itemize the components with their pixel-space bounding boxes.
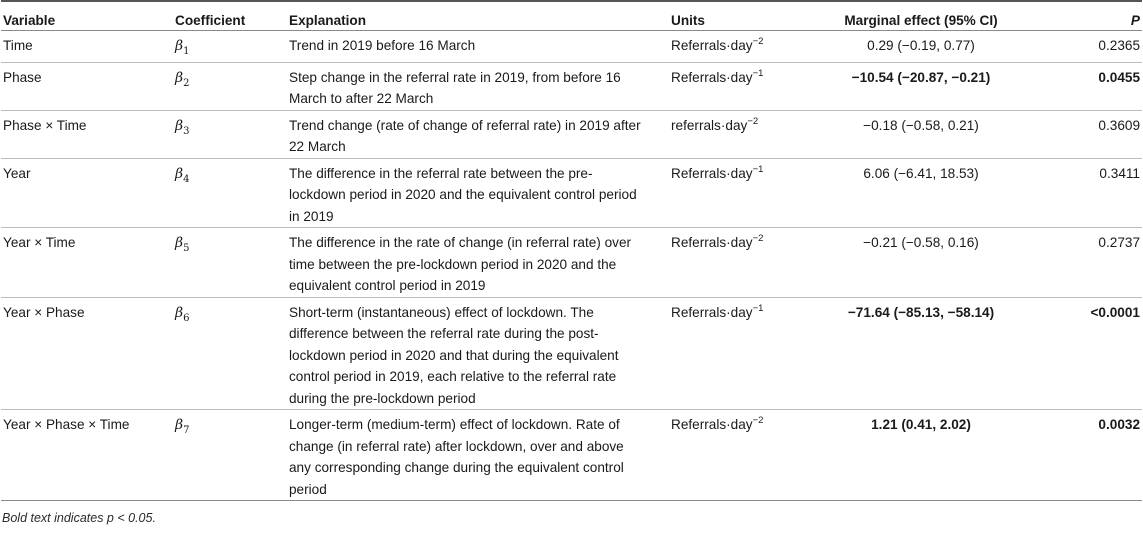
table-header xyxy=(1,1,1142,30)
header-units: Units xyxy=(671,1,821,30)
cell-variable: Year × Time xyxy=(3,235,76,251)
header-coefficient: Coefficient xyxy=(175,1,289,30)
units-exponent: −2 xyxy=(752,415,764,427)
units-exponent: −2 xyxy=(752,233,764,245)
header-explanation: Explanation xyxy=(289,1,671,30)
cell-variable: Year xyxy=(3,165,31,181)
table-row xyxy=(1,297,1142,410)
cell-p-value: 0.0455 xyxy=(1098,69,1140,85)
coef-subscript: 5 xyxy=(183,243,190,255)
cell-units xyxy=(671,410,821,501)
units-base: Referrals·day xyxy=(671,417,753,433)
coef-subscript: 3 xyxy=(183,125,190,137)
coef-symbol: β xyxy=(175,165,184,182)
table-body xyxy=(1,30,1142,501)
cell-marginal-effect: −71.64 (−85.13, −58.14) xyxy=(847,304,995,320)
coef-symbol: β xyxy=(175,37,184,54)
cell-units xyxy=(671,110,821,158)
cell-units xyxy=(671,297,821,410)
cell-coefficient xyxy=(175,410,289,501)
cell-marginal-effect: −0.18 (−0.58, 0.21) xyxy=(863,117,979,133)
table-row xyxy=(1,110,1142,158)
cell-p-value: <0.0001 xyxy=(1090,304,1140,320)
cell-explanation: The difference in the rate of change (in referral rate) over time between the pre-lockdown period in 2020 and the equivalent control period in 2019 xyxy=(289,235,632,294)
cell-units xyxy=(671,62,821,110)
cell-units xyxy=(671,228,821,298)
header-marginal-effect: Marginal effect (95% CI) xyxy=(821,1,1021,30)
table-row xyxy=(1,228,1142,298)
coef-subscript: 6 xyxy=(183,312,190,324)
table-row xyxy=(1,158,1142,228)
cell-units xyxy=(671,30,821,62)
cell-p-value: 0.3609 xyxy=(1098,117,1140,133)
cell-coefficient xyxy=(175,228,289,298)
coef-symbol: β xyxy=(175,235,184,252)
coef-subscript: 7 xyxy=(183,425,190,437)
coef-symbol: β xyxy=(175,117,184,134)
cell-explanation: Longer-term (medium-term) effect of lockdown. Rate of change (in referral rate) after lockdown, over and above any corresponding change during the equivalent control period xyxy=(289,417,624,497)
cell-coefficient xyxy=(175,158,289,228)
coef-symbol: β xyxy=(175,304,184,321)
units-base: Referrals·day xyxy=(671,304,753,320)
cell-units xyxy=(671,158,821,228)
cell-marginal-effect: 6.06 (−6.41, 18.53) xyxy=(863,165,979,181)
coef-symbol: β xyxy=(175,417,184,434)
cell-p-value: 0.0032 xyxy=(1098,417,1140,433)
header-p: P xyxy=(1021,1,1142,30)
coef-subscript: 1 xyxy=(183,45,190,57)
cell-p-value: 0.2365 xyxy=(1098,37,1140,53)
cell-explanation: Trend in 2019 before 16 March xyxy=(289,37,476,53)
cell-marginal-effect: 0.29 (−0.19, 0.77) xyxy=(867,37,975,53)
cell-coefficient xyxy=(175,297,289,410)
cell-p-value: 0.2737 xyxy=(1098,235,1140,251)
cell-variable: Year × Phase × Time xyxy=(3,417,130,433)
cell-variable: Phase xyxy=(3,69,42,85)
cell-marginal-effect: 1.21 (0.41, 2.02) xyxy=(871,417,971,433)
coef-subscript: 2 xyxy=(183,77,190,89)
header-row xyxy=(1,1,1142,30)
units-exponent: −2 xyxy=(752,35,764,47)
units-exponent: −2 xyxy=(747,115,759,127)
units-exponent: −1 xyxy=(752,163,764,175)
table-footnote: Bold text indicates p < 0.05. xyxy=(2,511,156,526)
units-base: Referrals·day xyxy=(671,235,753,251)
units-base: Referrals·day xyxy=(671,165,753,181)
cell-coefficient xyxy=(175,110,289,158)
units-base: referrals·day xyxy=(671,117,748,133)
header-variable: Variable xyxy=(1,1,175,30)
table-row xyxy=(1,30,1142,62)
units-base: Referrals·day xyxy=(671,69,753,85)
coef-subscript: 4 xyxy=(183,173,190,185)
cell-coefficient xyxy=(175,30,289,62)
cell-explanation: Trend change (rate of change of referral rate) in 2019 after 22 March xyxy=(289,117,641,155)
cell-marginal-effect: −0.21 (−0.58, 0.16) xyxy=(863,235,979,251)
cell-variable: Year × Phase xyxy=(3,304,85,320)
cell-variable: Phase × Time xyxy=(3,117,87,133)
table-row xyxy=(1,410,1142,501)
coef-symbol: β xyxy=(175,69,184,86)
regression-results-table xyxy=(1,0,1142,501)
cell-coefficient xyxy=(175,62,289,110)
units-exponent: −1 xyxy=(752,67,764,79)
cell-explanation: Step change in the referral rate in 2019, from before 16 March to after 22 March xyxy=(289,69,621,107)
cell-explanation: The difference in the referral rate between the pre-lockdown period in 2020 and the equivalent control period in 2019 xyxy=(289,165,637,224)
table-row xyxy=(1,62,1142,110)
units-base: Referrals·day xyxy=(671,37,753,53)
cell-variable: Time xyxy=(3,37,33,53)
units-exponent: −1 xyxy=(752,302,764,314)
cell-marginal-effect: −10.54 (−20.87, −0.21) xyxy=(851,69,991,85)
cell-explanation: Short-term (instantaneous) effect of lockdown. The difference between the referral rate during the post-lockdown period in 2020 and that during the equivalent control period in 2019, each relative to the referral rate during the pre-lockdown period xyxy=(289,304,619,406)
cell-p-value: 0.3411 xyxy=(1099,165,1140,181)
